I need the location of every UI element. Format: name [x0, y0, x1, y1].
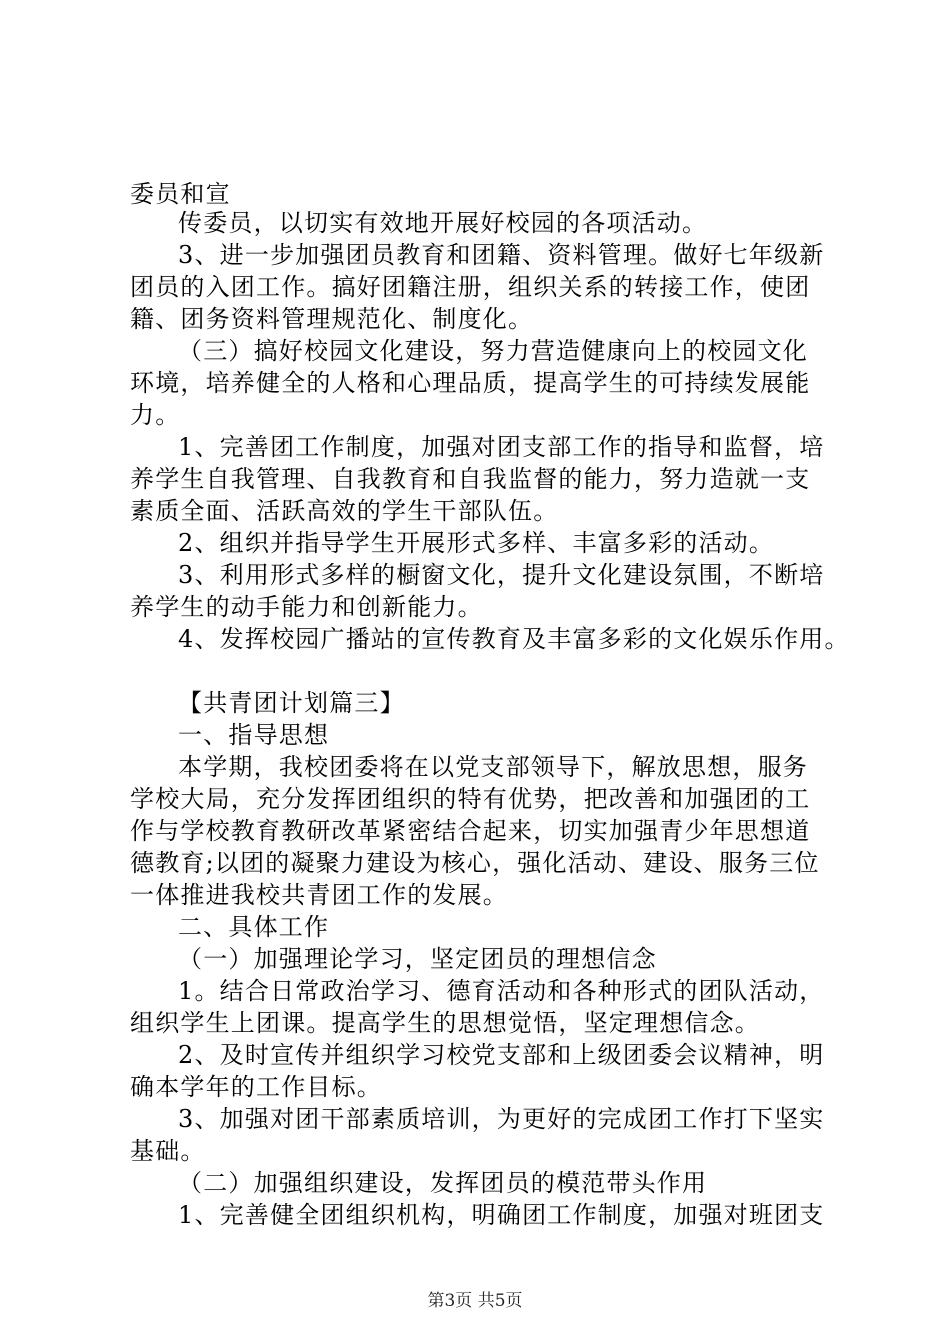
- text-line: 委员和宣: [130, 180, 231, 208]
- section-heading: （一）加强理论学习，坚定团员的理想信念: [178, 945, 657, 973]
- text-line: 团员的入团工作。搞好团籍注册，组织关系的转接工作，使团: [130, 273, 811, 301]
- text-line: 力。: [130, 401, 181, 429]
- part-title: 【共青团计划篇三】: [178, 689, 405, 717]
- text-line: 环境，培养健全的人格和心理品质，提高学生的可持续发展能: [130, 369, 811, 397]
- text-line: 3、进一步加强团员教育和团籍、资料管理。做好七年级新: [178, 241, 825, 269]
- text-line: 素质全面、活跃高效的学生干部队伍。: [130, 497, 559, 525]
- text-line: 1。结合日常政治学习、德育活动和各种形式的团队活动，: [178, 977, 825, 1005]
- section-heading: 一、指导思想: [178, 721, 330, 749]
- text-line: 学校大局，充分发挥团组织的特有优势，把改善和加强团的工: [130, 785, 811, 813]
- text-line: 养学生的动手能力和创新能力。: [130, 593, 483, 621]
- text-line: 确本学年的工作目标。: [130, 1073, 382, 1101]
- section-heading: （三）搞好校园文化建设，努力营造健康向上的校园文化: [178, 337, 808, 365]
- text-line: 作与学校教育教研改革紧密结合起来，切实加强青少年思想道: [130, 817, 811, 845]
- text-line: 传委员，以切实有效地开展好校园的各项活动。: [178, 209, 708, 237]
- page-indicator: 第3页 共5页: [427, 1291, 523, 1311]
- text-line: 籍、团务资料管理规范化、制度化。: [130, 305, 534, 333]
- text-line: 1、完善团工作制度，加强对团支部工作的指导和监督，培: [178, 433, 825, 461]
- text-line: 组织学生上团课。提高学生的思想觉悟，坚定理想信念。: [130, 1009, 760, 1037]
- text-line: 3、加强对团干部素质培训，为更好的完成团工作打下坚实: [178, 1105, 825, 1133]
- text-line: 一体推进我校共青团工作的发展。: [130, 881, 508, 909]
- text-line: 3、利用形式多样的橱窗文化，提升文化建设氛围，不断培: [178, 561, 825, 589]
- text-line: 2、及时宣传并组织学习校党支部和上级团委会议精神，明: [178, 1041, 825, 1069]
- text-line: 本学期，我校团委将在以党支部领导下，解放思想，服务: [178, 753, 808, 781]
- section-heading: 二、具体工作: [178, 913, 330, 941]
- text-line: 1、完善健全团组织机构，明确团工作制度，加强对班团支: [178, 1201, 825, 1229]
- section-heading: （二）加强组织建设，发挥团员的模范带头作用: [178, 1169, 708, 1197]
- text-line: 养学生自我管理、自我教育和自我监督的能力，努力造就一支: [130, 465, 811, 493]
- text-line: 2、组织并指导学生开展形式多样、丰富多彩的活动。: [178, 529, 775, 557]
- text-line: 4、发挥校园广播站的宣传教育及丰富多彩的文化娱乐作用。: [178, 625, 850, 653]
- text-line: 德教育;以团的凝聚力建设为核心，强化活动、建设、服务三位: [130, 849, 820, 877]
- text-line: 基础。: [130, 1137, 206, 1165]
